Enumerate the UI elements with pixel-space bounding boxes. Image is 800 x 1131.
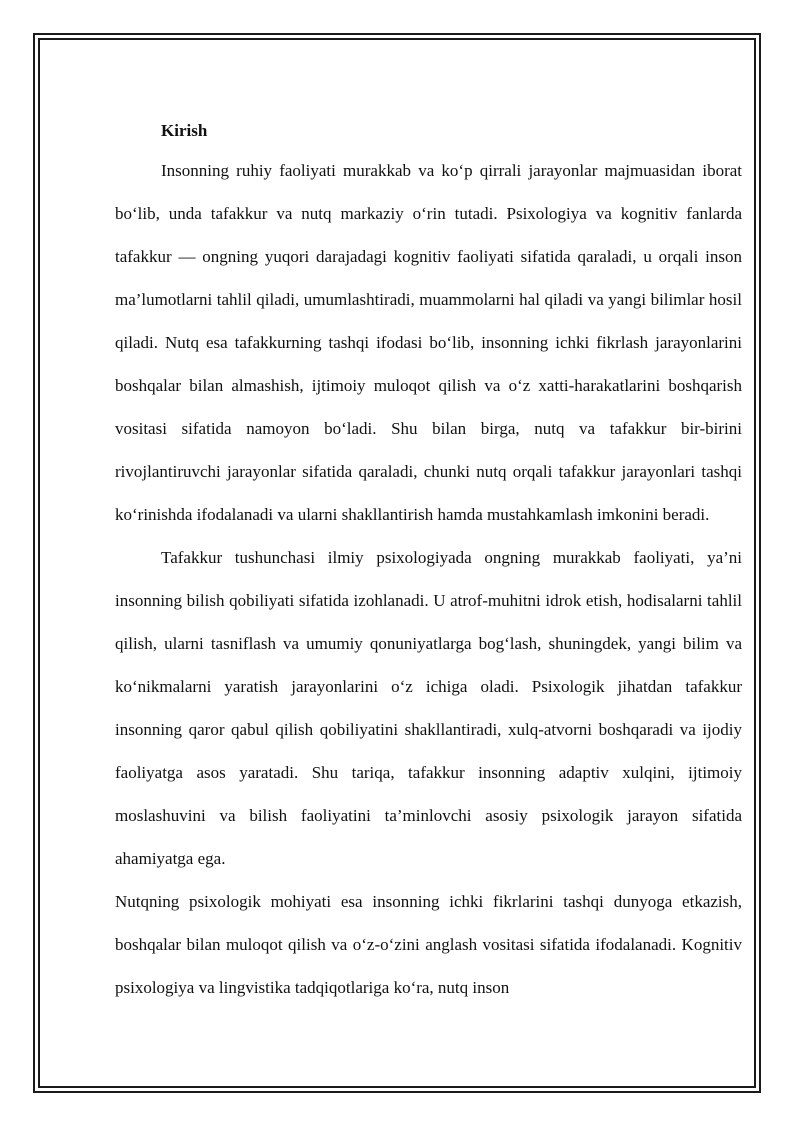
paragraph-1: Insonning ruhiy faoliyati murakkab va ko‘p qirrali jarayonlar majmuasidan iborat bo‘lib, unda tafakkur va nutq markaziy o‘rin tutadi. Psixologiya va kognitiv fanlarda tafakkur — ongning yuqori darajadagi kognitiv faoliyati sifatida qaraladi, u orqali inson ma’lumotlarni tahlil qiladi, umumlashtiradi, muammolarni hal qiladi va yangi bilimlar hosil qiladi. Nutq esa tafakkurning tashqi ifodasi bo‘lib, insonning ichki fikrlash jarayonlarini boshqalar bilan almashish, ijtimoiy muloqot qilish va o‘z xatti-harakatlarini boshqarish vositasi sifatida namoyon bo‘ladi. Shu bilan birga, nutq va tafakkur bir-birini rivojlantiruvchi jarayonlar sifatida qaraladi, chunki nutq orqali tafakkur jarayonlari tashqi ko‘rinishda ifodalanadi va ularni shakllantirish hamda mustahkamlash imkonini beradi.: [115, 161, 742, 524]
section-heading: Kirish: [161, 121, 208, 140]
paragraph-3: Nutqning psixologik mohiyati esa insonning ichki fikrlarini tashqi dunyoga etkazish, boshqalar bilan muloqot qilish va o‘z-o‘zini anglash vositasi sifatida ifodalanadi. Kognitiv psixologiya va lingvistika tadqiqotlariga ko‘ra, nutq inson: [115, 892, 742, 997]
paragraph-2: Tafakkur tushunchasi ilmiy psixologiyada ongning murakkab faoliyati, ya’ni insonning bilish qobiliyati sifatida izohlanadi. U atrof-muhitni idrok etish, hodisalarni tahlil qilish, ularni tasniflash va umumiy qonuniyatlarga bog‘lash, shuningdek, yangi bilim va ko‘nikmalarni yaratish jarayonlarini o‘z ichiga oladi. Psixologik jihatdan tafakkur insonning qaror qabul qilish qobiliyatini shakllantiradi, xulq-atvorni boshqaradi va ijodiy faoliyatga asos yaratadi. Shu tariqa, tafakkur insonning adaptiv xulqini, ijtimoiy moslashuvini va bilish faoliyatini ta’minlovchi asosiy psixologik jarayon sifatida ahamiyatga ega.: [115, 548, 742, 868]
document-body: [115, 113, 742, 1009]
